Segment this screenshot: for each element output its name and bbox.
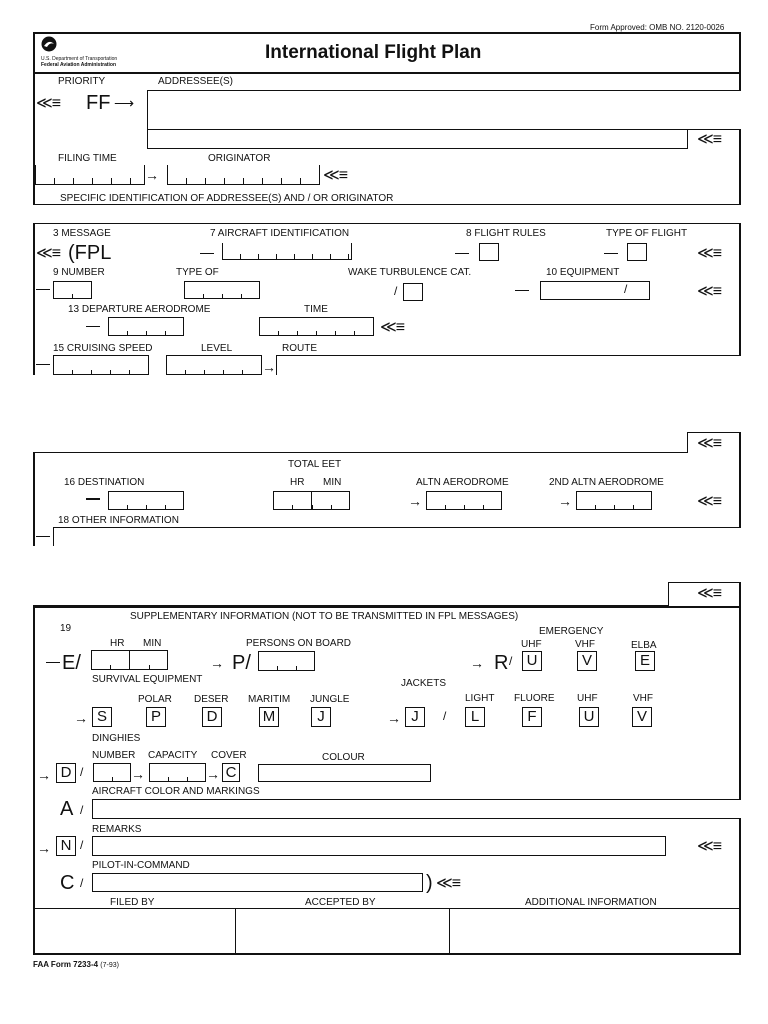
agency-line1: U.S. Department of Transportation — [41, 56, 118, 62]
filed-by-field[interactable] — [34, 909, 234, 954]
type-of-flight-field[interactable] — [627, 243, 647, 261]
flight-rules-field[interactable] — [479, 243, 499, 261]
other-dash — [36, 536, 50, 537]
aircraft-id-label: 7 AIRCRAFT IDENTIFICATION — [210, 228, 350, 239]
omb-number: Form Approved: OMB NO. 2120-0026 — [590, 23, 725, 32]
c-slash: / — [80, 876, 84, 890]
departure-terminator: ≪≡ — [380, 319, 405, 336]
altn-arrow-icon: → — [408, 493, 422, 509]
aircraft-type-field[interactable] — [184, 281, 260, 299]
uhf-box[interactable]: U — [522, 651, 542, 671]
radio-arrow-icon: → — [470, 655, 484, 671]
dinghies-label: DINGHIES — [92, 733, 141, 744]
form-number-text: FAA Form 7233-4 — [33, 960, 99, 969]
dinghy-number-field[interactable] — [93, 763, 131, 782]
p-prefix: P/ — [232, 652, 251, 674]
jacket-vhf-box[interactable]: V — [632, 707, 652, 727]
filing-time-field[interactable] — [35, 165, 145, 185]
r-slash: / — [509, 654, 513, 668]
level-field[interactable] — [166, 355, 262, 375]
jackets-box[interactable]: J — [405, 707, 425, 727]
level-label: LEVEL — [201, 343, 233, 354]
eet-divider — [311, 491, 312, 510]
altn2-field[interactable] — [576, 491, 652, 510]
message-label: 3 MESSAGE — [53, 228, 111, 239]
equipment-dash — [515, 290, 529, 291]
cruising-speed-field[interactable] — [53, 355, 149, 375]
aircraft-id-dash — [200, 253, 214, 254]
dinghy-number-label: NUMBER — [92, 750, 136, 761]
desert-box[interactable]: D — [202, 707, 222, 727]
originator-terminator: ≪≡ — [323, 167, 348, 184]
pic-field[interactable] — [92, 873, 423, 892]
aircraft-color-label: AIRCRAFT COLOR AND MARKINGS — [92, 786, 260, 797]
uhf-label: UHF — [521, 639, 542, 650]
c-prefix: C — [60, 872, 75, 894]
form-revision: (7-93) — [100, 962, 119, 969]
cruising-speed-label: 15 CRUISING SPEED — [53, 343, 153, 354]
accepted-by-label: ACCEPTED BY — [305, 897, 376, 908]
departure-field[interactable] — [108, 317, 184, 336]
wake-turbulence-label: WAKE TURBULENCE CAT. — [348, 267, 472, 278]
route-arrow-icon: → — [262, 359, 276, 375]
jackets-label: JACKETS — [401, 678, 447, 689]
polar-box[interactable]: S — [92, 707, 112, 727]
other-info-line-1[interactable] — [53, 527, 741, 547]
route-terminator: ≪≡ — [697, 435, 722, 452]
persons-arrow-icon: → — [210, 655, 224, 671]
remarks-field[interactable] — [92, 836, 666, 856]
originator-label: ORIGINATOR — [208, 153, 271, 164]
maritim-label: MARITIM — [248, 694, 291, 705]
filed-by-label: FILED BY — [110, 897, 155, 908]
wake-slash: / — [394, 284, 398, 298]
route-line-5[interactable] — [33, 432, 688, 453]
fpl-label: (FPL — [68, 242, 112, 264]
dinghies-arrow-icon: → — [37, 767, 51, 783]
deser-label: DESER — [194, 694, 229, 705]
e-prefix: E/ — [62, 652, 81, 674]
departure-time-field[interactable] — [259, 317, 374, 336]
jacket-uhf-label: UHF — [577, 693, 598, 704]
eet-min-label: MIN — [323, 477, 342, 488]
remarks-terminator: ≪≡ — [697, 838, 722, 855]
endurance-min-label: MIN — [143, 638, 162, 649]
persons-field[interactable] — [258, 651, 315, 671]
priority-terminator: ≪≡ — [36, 95, 61, 112]
flight-rules-label: 8 FLIGHT RULES — [466, 228, 546, 239]
pic-terminator: ≪≡ — [436, 875, 461, 892]
number-label: 9 NUMBER — [53, 267, 105, 278]
maritime-box[interactable]: M — [259, 707, 279, 727]
jungle-box[interactable]: J — [311, 707, 331, 727]
other-info-line-4[interactable] — [33, 582, 669, 606]
dot-logo-icon — [41, 36, 57, 52]
other-terminator: ≪≡ — [697, 585, 722, 602]
emergency-label: EMERGENCY — [539, 626, 604, 637]
specific-id-field[interactable] — [33, 204, 741, 224]
aircraft-terminator: ≪≡ — [697, 245, 722, 262]
agency-line2: Federal Aviation Administration — [41, 62, 117, 68]
elba-box[interactable]: E — [635, 651, 655, 671]
supplementary-label: SUPPLEMENTARY INFORMATION (NOT TO BE TRANSMITTED IN FPL MESSAGES) — [130, 611, 519, 622]
altn-label: ALTN AERODROME — [416, 477, 509, 488]
priority-label: PRIORITY — [58, 76, 106, 87]
addressee-line-2[interactable] — [147, 110, 741, 130]
eet-hr-label: HR — [290, 477, 305, 488]
aircraft-id-field[interactable] — [222, 243, 352, 260]
aircraft-color-field[interactable] — [92, 799, 741, 819]
message-terminator: ≪≡ — [36, 245, 61, 262]
jungle-label: JUNGLE — [310, 694, 350, 705]
dinghies-slash: / — [80, 765, 84, 779]
wake-turbulence-field[interactable] — [403, 283, 423, 301]
jacket-uhf-box[interactable]: U — [579, 707, 599, 727]
equipment-field[interactable] — [540, 281, 650, 300]
polar-p-box[interactable]: P — [146, 707, 166, 727]
dinghy-capacity-field[interactable] — [149, 763, 206, 782]
equipment-label: 10 EQUIPMENT — [546, 267, 620, 278]
additional-info-label: ADDITIONAL INFORMATION — [525, 897, 657, 908]
remarks-label: REMARKS — [92, 824, 142, 835]
other-info-label: 18 OTHER INFORMATION — [58, 515, 179, 526]
jackets-slash: / — [443, 709, 447, 723]
dinghy-colour-field[interactable] — [258, 764, 431, 782]
remarks-arrow-icon: → — [37, 840, 51, 856]
type-of-flight-label: TYPE OF FLIGHT — [606, 228, 688, 239]
addressee-line-1[interactable] — [147, 90, 741, 111]
other-info-line-2[interactable] — [33, 546, 741, 565]
route-label: ROUTE — [282, 343, 317, 354]
polar-label: POLAR — [138, 694, 172, 705]
destination-terminator: ≪≡ — [697, 493, 722, 510]
header-divider — [33, 72, 741, 74]
vhf-label: VHF — [575, 639, 595, 650]
dinghies-box[interactable]: D — [56, 763, 76, 783]
flight-rules-dash — [455, 253, 469, 254]
altn2-label: 2ND ALTN AERODROME — [549, 477, 664, 488]
cruising-dash — [36, 364, 50, 365]
destination-field[interactable] — [108, 491, 184, 510]
route-line-3[interactable] — [33, 394, 741, 414]
endurance-divider — [129, 650, 130, 670]
dinghy-capacity-label: CAPACITY — [148, 750, 198, 761]
form-title: International Flight Plan — [265, 42, 482, 63]
originator-arrow-icon: → — [145, 167, 159, 183]
ff-arrow-icon: ⟶ — [114, 95, 135, 111]
item-19-label: 19 — [60, 623, 72, 634]
a-prefix: A — [60, 798, 74, 820]
vhf-box[interactable]: V — [577, 651, 597, 671]
r-prefix: R — [494, 652, 509, 674]
cover-box[interactable]: C — [222, 763, 240, 782]
dinghy-colour-label: COLOUR — [322, 752, 365, 763]
accepted-by-field[interactable] — [236, 909, 448, 954]
a-slash: / — [80, 803, 84, 817]
route-line-4[interactable] — [33, 413, 741, 433]
number-field[interactable] — [53, 281, 92, 299]
addressee-line-3[interactable] — [147, 129, 688, 149]
departure-dash — [86, 326, 100, 327]
specific-id-label: SPECIFIC IDENTIFICATION OF ADDRESSEE(S) AND / OR ORIGINATOR — [60, 193, 394, 204]
type-of-label: TYPE OF — [176, 267, 219, 278]
cover-arrow-icon: → — [206, 766, 220, 782]
remarks-slash: / — [80, 838, 84, 852]
pic-close-paren: ) — [426, 872, 433, 894]
persons-label: PERSONS ON BOARD — [246, 638, 352, 649]
type-of-flight-dash — [604, 253, 618, 254]
time-label: TIME — [304, 304, 328, 315]
capacity-arrow-icon: → — [131, 766, 145, 782]
elba-label: ELBA — [631, 640, 657, 651]
route-line-1[interactable] — [276, 355, 741, 376]
departure-label: 13 DEPARTURE AERODROME — [68, 304, 211, 315]
jackets-arrow-icon: → — [387, 710, 401, 726]
addressees-label: ADDRESSEE(S) — [158, 76, 234, 87]
fluore-label: FLUORE — [514, 693, 555, 704]
section-divider — [33, 606, 741, 608]
pic-label: PILOT-IN-COMMAND — [92, 860, 190, 871]
ff-label: FF — [86, 92, 111, 114]
jacket-vhf-label: VHF — [633, 693, 653, 704]
addressee-terminator: ≪≡ — [697, 131, 722, 148]
additional-info-field[interactable] — [450, 909, 740, 954]
light-box[interactable]: L — [465, 707, 485, 727]
dinghy-cover-label: COVER — [211, 750, 247, 761]
route-line-2[interactable] — [33, 375, 741, 395]
other-info-line-3[interactable] — [33, 564, 741, 583]
survival-arrow-icon: → — [74, 710, 88, 726]
destination-label: 16 DESTINATION — [64, 477, 145, 488]
altn-field[interactable] — [426, 491, 502, 510]
number-dash — [36, 289, 50, 290]
fluore-box[interactable]: F — [522, 707, 542, 727]
survival-label: SURVIVAL EQUIPMENT — [92, 674, 203, 685]
light-label: LIGHT — [465, 693, 495, 704]
destination-dash — [86, 498, 100, 500]
equipment-slash: / — [624, 282, 628, 296]
form-number — [33, 959, 119, 971]
endurance-hr-label: HR — [110, 638, 125, 649]
altn2-arrow-icon: → — [558, 493, 572, 509]
filing-time-label: FILING TIME — [58, 153, 117, 164]
total-eet-label: TOTAL EET — [288, 459, 342, 470]
equipment-terminator: ≪≡ — [697, 283, 722, 300]
remarks-box[interactable]: N — [56, 836, 76, 856]
originator-field[interactable] — [167, 165, 320, 185]
endurance-dash — [46, 662, 60, 663]
